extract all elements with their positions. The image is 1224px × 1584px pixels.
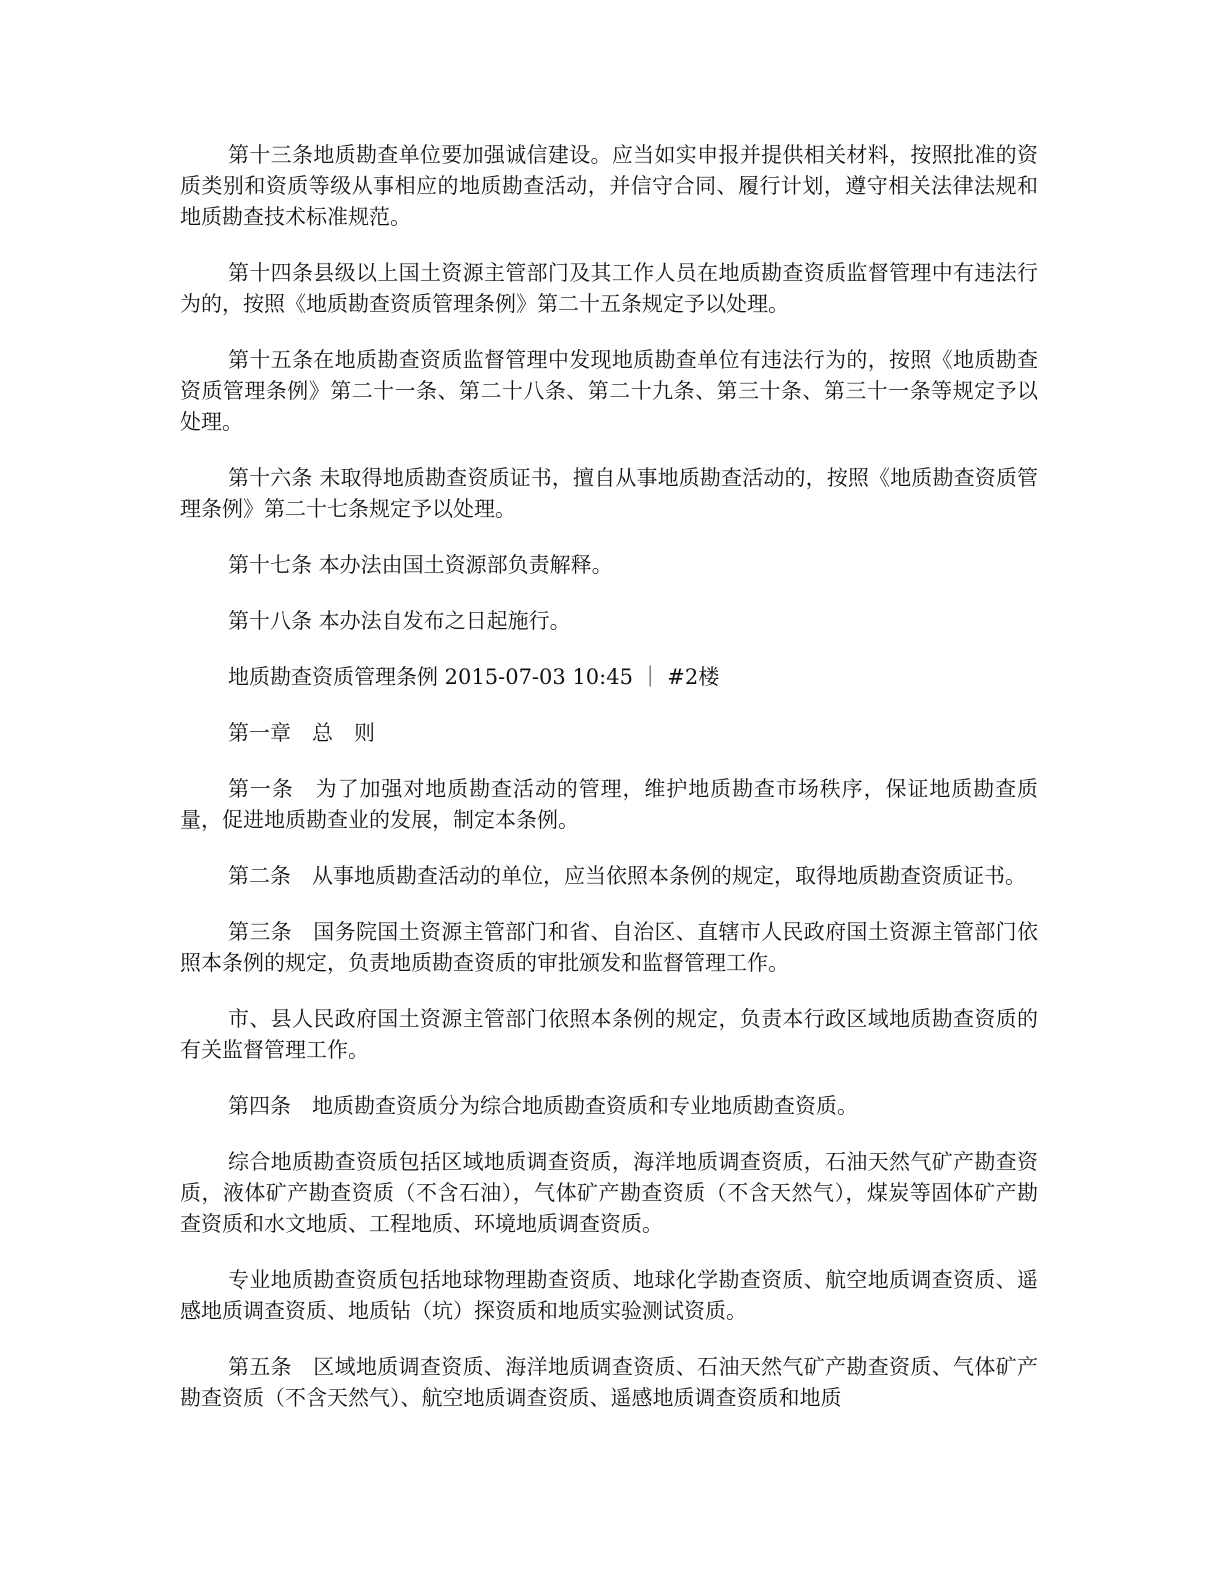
specialized-qualification-paragraph: 专业地质勘查资质包括地球物理勘查资质、地球化学勘查资质、航空地质调查资质、遥感地质调查资质、地质钻（坑）探资质和地质实验测试资质。 bbox=[180, 1268, 1038, 1323]
article-14-paragraph: 第十四条县级以上国土资源主管部门及其工作人员在地质勘查资质监督管理中有违法行为的，按照《地质勘查资质管理条例》第二十五条规定予以处理。 bbox=[180, 261, 1038, 316]
article-13-paragraph: 第十三条地质勘查单位要加强诚信建设。应当如实申报并提供相关材料，按照批准的资质类别和资质等级从事相应的地质勘查活动，并信守合同、履行计划，遵守相关法律法规和地质勘查技术标准规范。 bbox=[180, 143, 1038, 229]
regulation-article-5: 第五条 区域地质调查资质、海洋地质调查资质、石油天然气矿产勘查资质、气体矿产勘查资质（不含天然气）、航空地质调查资质、遥感地质调查资质和地质 bbox=[180, 1355, 1038, 1410]
article-18-paragraph: 第十八条 本办法自发布之日起施行。 bbox=[228, 609, 571, 633]
article-16-paragraph: 第十六条 未取得地质勘查资质证书，擅自从事地质勘查活动的，按照《地质勘查资质管理条例》第二十七条规定予以处理。 bbox=[180, 466, 1038, 521]
regulation-article-3: 第三条 国务院国土资源主管部门和省、自治区、直辖市人民政府国土资源主管部门依照本条例的规定，负责地质勘查资质的审批颁发和监督管理工作。 bbox=[180, 920, 1038, 975]
comprehensive-qualification-paragraph: 综合地质勘查资质包括区域地质调查资质，海洋地质调查资质，石油天然气矿产勘查资质，液体矿产勘查资质（不含石油），气体矿产勘查资质（不含天然气），煤炭等固体矿产勘查资质和水文地质、工程地质、环境地质调查资质。 bbox=[180, 1150, 1038, 1236]
regulation-article-1: 第一条 为了加强对地质勘查活动的管理，维护地质勘查市场秩序，保证地质勘查质量，促进地质勘查业的发展，制定本条例。 bbox=[180, 777, 1038, 832]
article-17-paragraph: 第十七条 本办法由国土资源部负责解释。 bbox=[228, 553, 613, 577]
regulation-article-4: 第四条 地质勘查资质分为综合地质勘查资质和专业地质勘查资质。 bbox=[228, 1094, 858, 1118]
post-header-line: 地质勘查资质管理条例 2015-07-03 10:45 ｜ #2楼 bbox=[228, 665, 720, 689]
chapter-1-heading: 第一章 总 则 bbox=[228, 721, 375, 745]
regulation-article-3-continued: 市、县人民政府国土资源主管部门依照本条例的规定，负责本行政区域地质勘查资质的有关监督管理工作。 bbox=[180, 1007, 1038, 1062]
document-body bbox=[180, 140, 1038, 1439]
article-15-paragraph: 第十五条在地质勘查资质监督管理中发现地质勘查单位有违法行为的，按照《地质勘查资质管理条例》第二十一条、第二十八条、第二十九条、第三十条、第三十一条等规定予以处理。 bbox=[180, 348, 1038, 434]
regulation-article-2: 第二条 从事地质勘查活动的单位，应当依照本条例的规定，取得地质勘查资质证书。 bbox=[228, 864, 1026, 888]
